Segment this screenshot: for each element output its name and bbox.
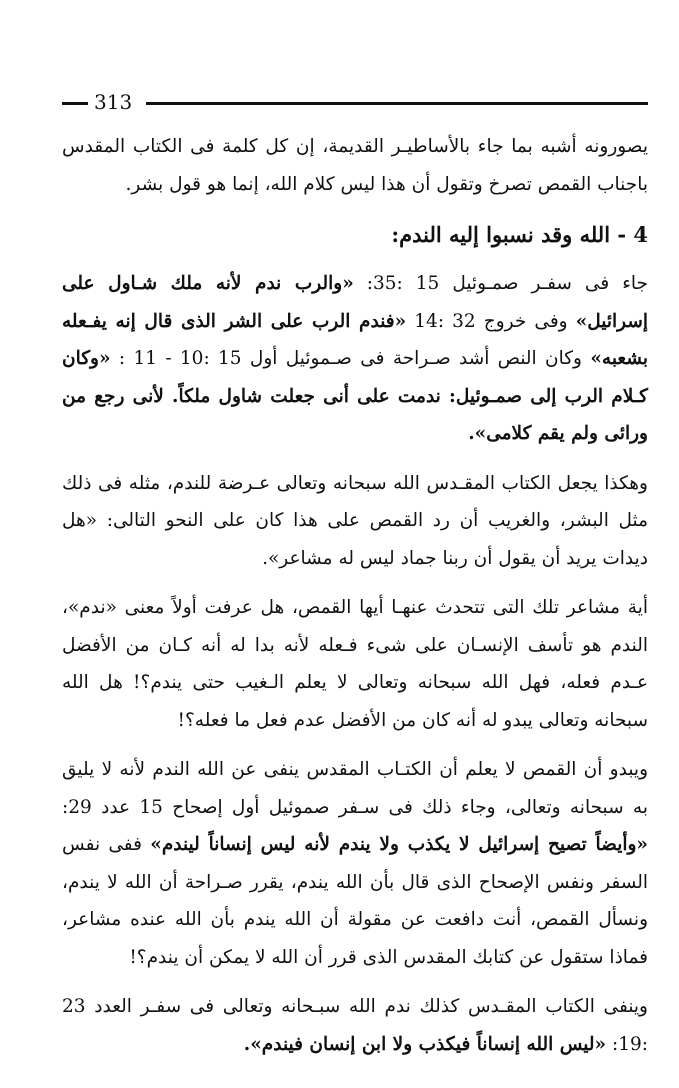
paragraph-question: أية مشاعر تلك التى تتحدث عنهـا أيها القمص، هل عرفت أولاً معنى «ندم»، الندم هو تأسف الإنسـان على شىء فـعله لأنه بدا له أنه كـان من الأفضل عـدم فعله، فهل الله سبحانه وتعالى لا يعلم الـغيب حتى يندم؟! هل الله سبحانه وتعالى يبدو له أنه كان من الأفضل عدم فعل ما فعله؟! xyxy=(62,597,648,731)
page-body xyxy=(62,128,648,1063)
quote-verse: «وكان كـلام الرب إلى صمـوئيل: ندمت على أنى جعلت شاول ملكاً. لأنى رجع من ورائى ولم يقم كلامى» xyxy=(62,348,648,444)
paragraph-numbers xyxy=(62,988,648,1063)
page-number: 313 xyxy=(94,90,133,114)
text-run: وفى خروج 32 :14 xyxy=(406,310,576,332)
header-rule-left xyxy=(62,102,88,105)
section-heading: 4 - الله وقد نسبوا إليه الندم: xyxy=(391,222,648,247)
text-run: . xyxy=(243,1033,251,1055)
header-rule-right xyxy=(146,102,648,105)
paragraph-contradiction xyxy=(62,751,648,976)
text-run: وينفى الكتاب المقـدس كذلك ندم الله سبـحانه وتعالى فى سفـر العدد 23 :19: xyxy=(62,996,648,1055)
text-run: ففى نفس السفر ونفس الإصحاح الذى قال بأن الله يندم، يقرر صـراحة أن الله لا يندم، ونسأل القمص، أنت دافعت عن مقولة أن الله يندم بأن الله عنده مشاعر، فماذا ستقول عن كتابك المقدس الذى قرر أن الله لا يمكن أن يندم؟! xyxy=(62,834,648,968)
page-header xyxy=(62,88,648,118)
paragraph-verses xyxy=(62,265,648,453)
paragraph-intro: يصورونه أشبه بما جاء بالأساطيـر القديمة، إن كل كلمة فى الكتاب المقدس باجناب القمص تصرخ وتقول أن هذا ليس كلام الله، إنما هو قول بشر. xyxy=(62,136,648,195)
quote-verse: «فندم الرب على الشر الذى قال إنه يفـعله بشعبه» xyxy=(62,310,648,369)
quote-verse: «وأيضاً تصيح إسرائيل لا يكذب ولا يندم لأنه ليس إنساناً ليندم» xyxy=(150,834,648,855)
quote-verse: «والرب ندم لأنه ملك شـاول على إسرائيل» xyxy=(62,273,648,332)
quote-verse: «ليس الله إنساناً فيكذب ولا ابن إنسان فيندم» xyxy=(250,1033,607,1055)
text-run: . xyxy=(468,423,475,444)
text-run: ويبدو أن القمص لا يعلم أن الكتـاب المقدس ينفى عن الله الندم لأنه لا يليق به سبحانه وتعالى، وجاء ذلك فى سـفر صموئيل أول إصحاح 15 عدد 29: xyxy=(62,759,648,818)
text-run: وكان النص أشد صـراحة فى صـموئيل أول 15 :10 - 11 : xyxy=(110,348,591,369)
paragraph-reply: وهكذا يجعل الكتاب المقـدس الله سبحانه وتعالى عـرضة للندم، مثله فى ذلك مثل البشر، والغريب أن رد القمص على هذا كان على النحو التالى: «هل ديدات يريد أن يقول أن ربنا جماد ليس له مشاعر». xyxy=(62,472,648,569)
text-run: جاء فى سفـر صمـوئيل 15 :35: xyxy=(353,273,648,294)
